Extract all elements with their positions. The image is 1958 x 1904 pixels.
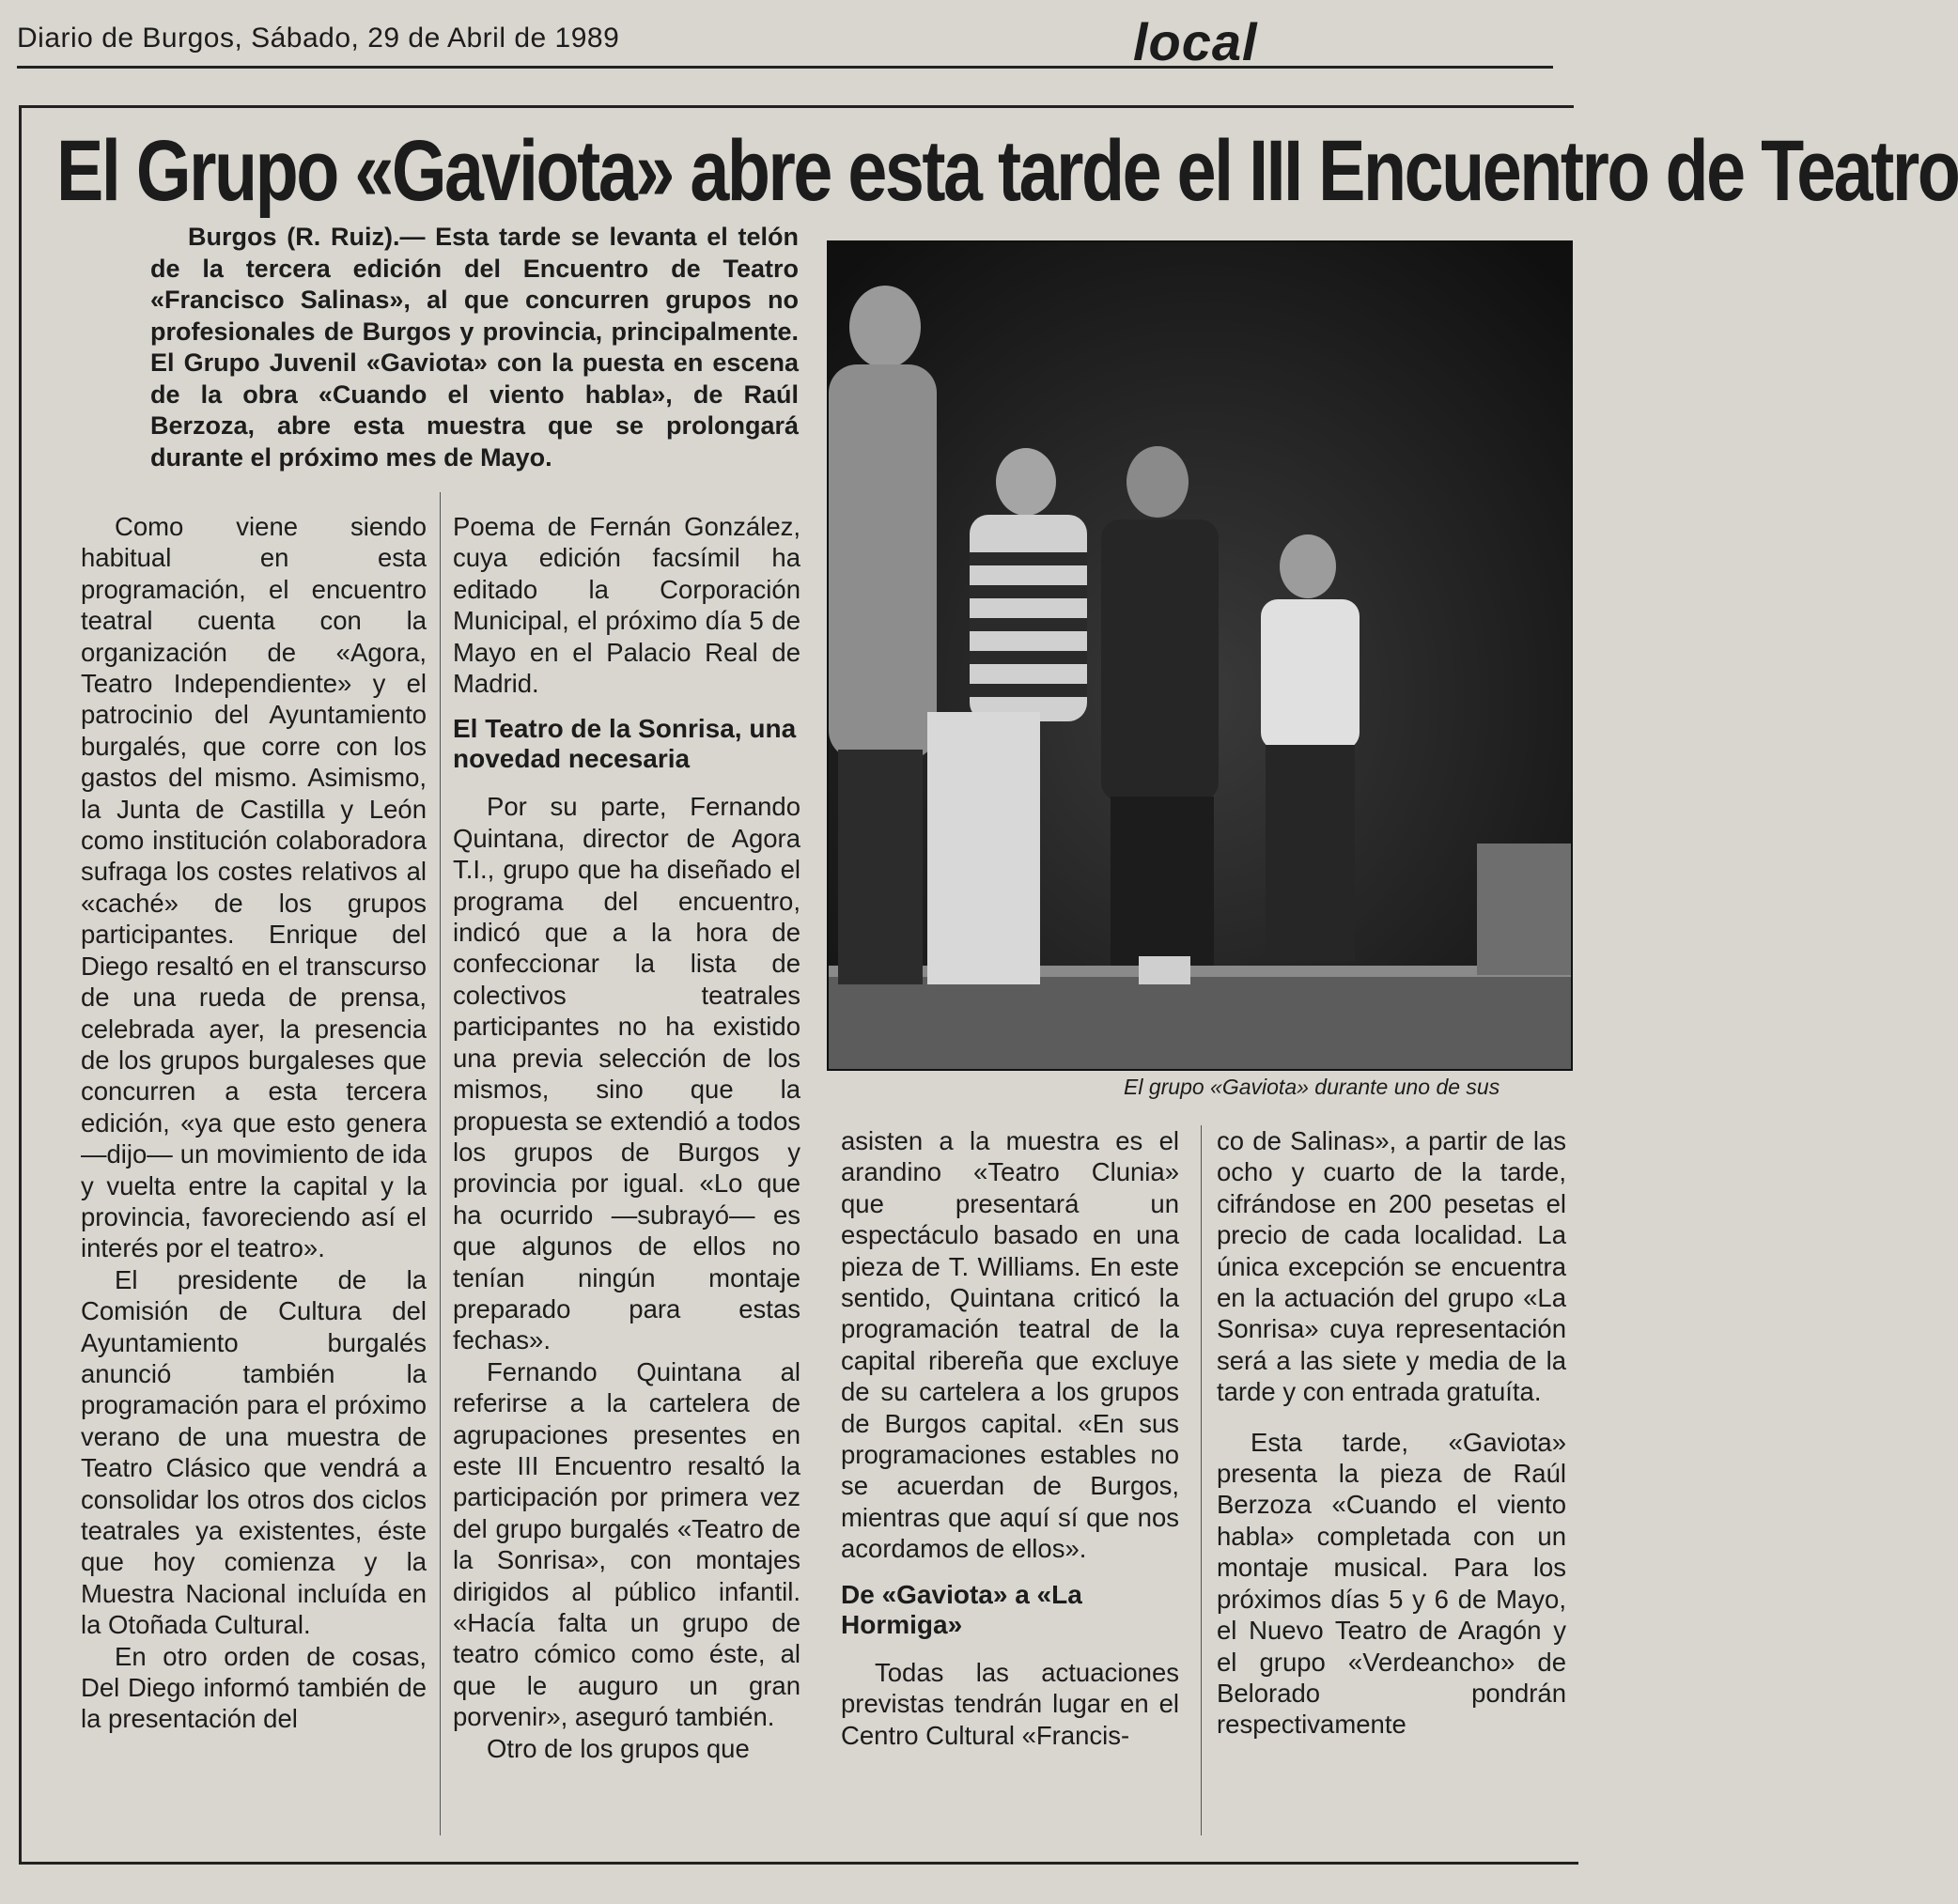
photo-caption: El grupo «Gaviota» durante uno de sus [1124, 1075, 1500, 1099]
paragraph: Poema de Fernán González, cuya edición facsímil ha editado la Corporación Municipal, el próximo día 5 de Mayo en el Palacio Real de Madrid. [453, 512, 800, 699]
paragraph: Por su parte, Fernando Quintana, director de Agora T.I., grupo que ha diseñado el programa del encuentro, indicó que a la hora de confeccionar la lista de colectivos teatrales participantes no ha existido una previa selección de los mismos, sino que la propuesta se extendió a todos los grupos de Burgos y provincia por igual. «Lo que ha ocurrido —subrayó— es que algunos de ellos no tenían ningún montaje preparado para estas fechas». [453, 792, 800, 1355]
subheading: De «Gaviota» a «La Hormiga» [841, 1579, 1082, 1639]
lead-paragraph [150, 222, 799, 473]
column-2 [453, 511, 800, 1764]
lead-text: Burgos (R. Ruiz).— Esta tarde se levanta el telón de la tercera edición del Encuentro de Teatro «Francisco Salinas», al que concurren grupos no profesionales de Burgos y provincia, principalmente. El Grupo Juvenil «Gaviota» con la puesta en escena de la obra «Cuando el viento habla», de Raúl Berzoza, abre esta muestra que se prolongará durante el próximo mes de Mayo. [150, 223, 799, 472]
paragraph: El presidente de la Comisión de Cultura del Ayuntamiento burgalés anunció también la programación para el próximo verano de una muestra de Teatro Clásico que vendrá a consolidar los otros dos ciclos teatrales ya existentes, éste que hoy comienza y la Muestra Nacional incluída en la Otoñada Cultural. [81, 1264, 427, 1640]
stage-photo [827, 240, 1573, 1071]
headline: El Grupo «Gaviota» abre esta tarde el III Encuentro de Teatro [56, 123, 1958, 219]
paragraph: asisten a la muestra es el arandino «Teatro Clunia» que presentará un espectáculo basado en una pieza de T. Williams. En este sentido, Quintana criticó la programación teatral de la capital ribereña que excluye de su cartelera a los grupos de Burgos capital. «En sus programaciones estables no se acuerdan de Burgos, mientras que aquí sí que nos acordamos de ellos». [841, 1126, 1179, 1564]
column-divider [440, 492, 441, 1835]
section-label: local [1133, 12, 1258, 71]
column-4 [1217, 1125, 1566, 1741]
paragraph: Todas las actuaciones previstas tendrán lugar en el Centro Cultural «Francis- [841, 1657, 1179, 1750]
paragraph: Esta tarde, «Gaviota» presenta la pieza de Raúl Berzoza «Cuando el viento habla» completada con un montaje musical. Para los próximos días 5 y 6 de Mayo, el Nuevo Teatro de Aragón y el grupo «Verdeancho» de Belorado pondrán respectivamente [1217, 1427, 1566, 1740]
paragraph: co de Salinas», a partir de las ocho y cuarto de la tarde, cifrándose en 200 pesetas el precio de cada localidad. La única excepción se encuentra en la actuación del grupo «La Sonrisa» cuya representación será a las siete y media de la tarde y con entrada gratuíta. [1217, 1126, 1566, 1407]
paragraph: En otro orden de cosas, Del Diego informó también de la presentación del [81, 1641, 427, 1734]
paragraph: Fernando Quintana al referirse a la cartelera de agrupaciones presentes en este III Encuentro resaltó la participación por primera vez del grupo burgalés «Teatro de la Sonrisa», con montajes dirigidos al público infantil. «Hacía falta un grupo de teatro cómico como éste, al que le auguro un gran porvenir», aseguró también. [453, 1356, 800, 1732]
paragraph: Otro de los grupos que [487, 1733, 750, 1763]
column-1 [81, 511, 427, 1735]
subheading: El Teatro de la Sonrisa, una novedad necesaria [453, 714, 797, 774]
column-divider [1201, 1125, 1202, 1835]
bottom-rule [19, 1862, 1578, 1865]
column-3 [841, 1125, 1179, 1751]
paragraph: Como viene siendo habitual en esta programación, el encuentro teatral cuenta con la organización de «Agora, Teatro Independiente» y el patrocinio del Ayuntamiento burgalés, que corre con los gastos del mismo. Asimismo, la Junta de Castilla y León como institución colaboradora sufraga los costes relativos al «caché» de los grupos participantes. Enrique del Diego resaltó en el transcurso de una rueda de prensa, celebrada ayer, la presencia de los grupos burgaleses que concurren a esta tercera edición, «ya que esto genera —dijo— un movimiento de ida y vuelta entre la capital y la provincia, favoreciendo así el interés por el teatro». [81, 512, 427, 1263]
photo-illustration [829, 242, 1571, 1069]
headline-container [56, 122, 1958, 225]
dateline: Diario de Burgos, Sábado, 29 de Abril de 1989 [17, 23, 620, 54]
page-header [17, 12, 1553, 71]
